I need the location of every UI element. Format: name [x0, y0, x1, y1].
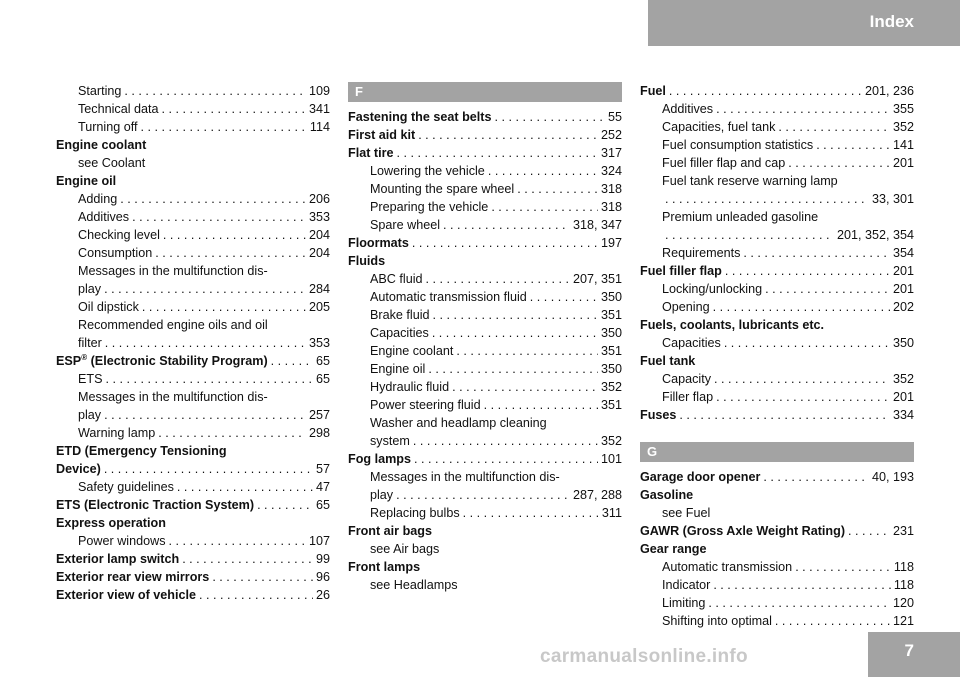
- index-entry: [56, 370, 330, 388]
- page-reference: 318: [600, 200, 622, 214]
- leader-dots: [443, 216, 570, 234]
- page-reference: 99: [315, 552, 330, 566]
- entry-label: Floormats: [348, 236, 409, 250]
- leader-dots: [665, 226, 834, 244]
- leader-dots: [463, 504, 599, 522]
- leader-dots: [212, 568, 313, 586]
- leader-dots: [132, 208, 306, 226]
- index-entry-main: [640, 468, 914, 486]
- leader-dots: [456, 342, 598, 360]
- page-reference: 120: [892, 596, 914, 610]
- entry-label: Fastening the seat belts: [348, 110, 492, 124]
- page-reference: 355: [892, 102, 914, 116]
- leader-dots: [775, 612, 890, 630]
- index-entry: [348, 360, 622, 378]
- index-entry: [640, 244, 914, 262]
- index-reference: see Air bags: [370, 542, 440, 556]
- page-reference: 334: [892, 408, 914, 422]
- entry-label: Preparing the vehicle: [370, 200, 489, 214]
- index-entry: [56, 280, 330, 298]
- page-reference: 350: [892, 336, 914, 350]
- index-entry: [348, 270, 622, 288]
- index-entry-main: [348, 126, 622, 144]
- page-reference: 101: [600, 452, 622, 466]
- page-title: Index: [869, 12, 914, 31]
- page-reference: 207, 351: [572, 272, 622, 286]
- page-reference: 341: [308, 102, 330, 116]
- page-reference: 284: [308, 282, 330, 296]
- page-reference: 201: [892, 390, 914, 404]
- index-column-3: [640, 82, 914, 630]
- entry-label: system: [370, 434, 410, 448]
- page-reference: 33, 301: [871, 192, 914, 206]
- page-reference: 114: [309, 120, 330, 134]
- index-entry: [56, 118, 330, 136]
- index-entry: [640, 334, 914, 352]
- spacer: [640, 424, 914, 442]
- index-entry: [56, 100, 330, 118]
- entry-label: Exterior lamp switch: [56, 552, 180, 566]
- index-entry: [348, 504, 622, 522]
- index-entry: [56, 244, 330, 262]
- entry-label: GAWR (Gross Axle Weight Rating): [640, 524, 846, 538]
- index-entry: [348, 180, 622, 198]
- entry-label-part: (Electronic Stability Program): [87, 354, 268, 368]
- page-reference: 298: [308, 426, 330, 440]
- index-entry: [56, 82, 330, 100]
- page-reference: 204: [308, 246, 330, 260]
- index-entry: [56, 424, 330, 442]
- page-reference: 201: [892, 156, 914, 170]
- page-reference: 204: [308, 228, 330, 242]
- entry-label: Fuel filler flap: [640, 264, 722, 278]
- index-entry: [56, 334, 330, 352]
- index-heading: Express operation: [56, 516, 166, 530]
- index-entry: [348, 306, 622, 324]
- page-reference: 109: [308, 84, 330, 98]
- page-reference: 287, 288: [572, 488, 622, 502]
- index-entry: [56, 478, 330, 496]
- page-reference: 353: [308, 336, 330, 350]
- page-reference: 65: [315, 498, 330, 512]
- page-reference: 118: [893, 578, 914, 592]
- leader-dots: [414, 450, 598, 468]
- page-reference: 351: [600, 344, 622, 358]
- page-reference: 96: [315, 570, 330, 584]
- page-reference: 40, 193: [871, 470, 914, 484]
- registered-mark: ®: [81, 352, 88, 362]
- leader-dots: [428, 360, 598, 378]
- leader-dots: [106, 370, 313, 388]
- page-reference: 206: [308, 192, 330, 206]
- index-entry-main: [640, 522, 914, 540]
- leader-dots: [426, 270, 570, 288]
- leader-dots: [433, 306, 598, 324]
- leader-dots: [708, 594, 890, 612]
- index-entry: [348, 216, 622, 234]
- page-reference: 324: [600, 164, 622, 178]
- leader-dots: [142, 298, 306, 316]
- leader-dots: [713, 298, 890, 316]
- leader-dots: [848, 522, 890, 540]
- entry-label: Filler flap: [662, 390, 714, 404]
- leader-dots: [765, 280, 890, 298]
- leader-dots: [163, 226, 306, 244]
- leader-dots: [162, 100, 306, 118]
- index-entry-main: [56, 550, 330, 568]
- index-reference: Fuel tank reserve warning lamp: [662, 174, 838, 188]
- index-heading: Engine coolant: [56, 138, 147, 152]
- page-reference: 55: [607, 110, 622, 124]
- leader-dots: [412, 234, 598, 252]
- leader-dots: [182, 550, 313, 568]
- leader-dots: [169, 532, 306, 550]
- entry-label: Engine coolant: [370, 344, 454, 358]
- leader-dots: [788, 154, 890, 172]
- index-entry: [640, 576, 914, 594]
- leader-dots: [665, 190, 869, 208]
- index-entry-main: [348, 234, 622, 252]
- index-entry: [640, 154, 914, 172]
- index-entry-main: [56, 460, 330, 478]
- entry-label: Oil dipstick: [78, 300, 139, 314]
- index-heading: ETD (Emergency Tensioning: [56, 444, 227, 458]
- entry-label: Hydraulic fluid: [370, 380, 450, 394]
- leader-dots: [432, 324, 598, 342]
- index-entry: [640, 226, 914, 244]
- page-reference: 257: [308, 408, 330, 422]
- index-entry-main: [640, 406, 914, 424]
- index-entry-main: [348, 450, 622, 468]
- page-reference: 351: [600, 398, 622, 412]
- leader-dots: [104, 460, 313, 478]
- leader-dots: [488, 162, 598, 180]
- page-reference: 47: [315, 480, 330, 494]
- page-reference: 318, 347: [572, 218, 622, 232]
- entry-label: Capacity: [662, 372, 711, 386]
- leader-dots: [155, 244, 306, 262]
- entry-label: Checking level: [78, 228, 160, 242]
- index-entry: [56, 190, 330, 208]
- page-reference: 65: [315, 354, 330, 368]
- index-reference: see Headlamps: [370, 578, 458, 592]
- index-entry: [56, 208, 330, 226]
- section-header: F: [348, 82, 622, 102]
- entry-label: Limiting: [662, 596, 706, 610]
- page-reference: 353: [308, 210, 330, 224]
- entry-label: Opening: [662, 300, 710, 314]
- leader-dots: [713, 576, 891, 594]
- leader-dots: [491, 198, 598, 216]
- index-column-2: [348, 82, 622, 594]
- index-entry-main: [56, 496, 330, 514]
- index-entry: [348, 342, 622, 360]
- leader-dots: [413, 432, 598, 450]
- page-reference: 352: [600, 434, 622, 448]
- leader-dots: [120, 190, 306, 208]
- entry-label: Fuel consumption statistics: [662, 138, 814, 152]
- entry-label: Technical data: [78, 102, 159, 116]
- index-entry-main: [640, 262, 914, 280]
- leader-dots: [396, 486, 570, 504]
- page-reference: 350: [600, 290, 622, 304]
- index-heading: Engine oil: [56, 174, 117, 188]
- index-entry-main: [348, 108, 622, 126]
- index-entry: [348, 198, 622, 216]
- index-entry: [348, 378, 622, 396]
- entry-label: Fuel filler flap and cap: [662, 156, 786, 170]
- entry-label: Mounting the spare wheel: [370, 182, 515, 196]
- entry-label: Power steering fluid: [370, 398, 481, 412]
- leader-dots: [484, 396, 598, 414]
- page-reference: 197: [600, 236, 622, 250]
- entry-label: ETS (Electronic Traction System): [56, 498, 255, 512]
- entry-label: Locking/unlocking: [662, 282, 763, 296]
- page-reference: 141: [892, 138, 914, 152]
- section-header: G: [640, 442, 914, 462]
- leader-dots: [257, 496, 313, 514]
- entry-label: Replacing bulbs: [370, 506, 460, 520]
- entry-label: Adding: [78, 192, 118, 206]
- page-reference: 252: [600, 128, 622, 142]
- entry-label: Exterior rear view mirrors: [56, 570, 210, 584]
- index-entry: [640, 388, 914, 406]
- entry-label: Fuses: [640, 408, 677, 422]
- entry-label: Engine oil: [370, 362, 426, 376]
- page-number: 7: [904, 641, 914, 660]
- index-entry-main: [56, 568, 330, 586]
- entry-label: Turning off: [78, 120, 138, 134]
- page-reference: 57: [315, 462, 330, 476]
- leader-dots: [397, 144, 598, 162]
- entry-label: filter: [78, 336, 102, 350]
- index-entry: [348, 324, 622, 342]
- entry-label: Brake fluid: [370, 308, 430, 322]
- leader-dots: [158, 424, 306, 442]
- page-reference: 107: [308, 534, 330, 548]
- entry-label: Shifting into optimal: [662, 614, 772, 628]
- entry-label: ETS: [78, 372, 103, 386]
- entry-label: Automatic transmission: [662, 560, 793, 574]
- leader-dots: [795, 558, 891, 576]
- index-entry: [348, 396, 622, 414]
- index-heading: Fuels, coolants, lubricants etc.: [640, 318, 825, 332]
- page-reference: 202: [892, 300, 914, 314]
- index-entry: [640, 190, 914, 208]
- entry-label: Capacities: [370, 326, 429, 340]
- entry-label: ABC fluid: [370, 272, 423, 286]
- page-number-tab: [868, 632, 960, 677]
- entry-label: play: [78, 282, 102, 296]
- page-reference: 118: [893, 560, 914, 574]
- leader-dots: [105, 334, 306, 352]
- leader-dots: [816, 136, 890, 154]
- index-entry: [56, 298, 330, 316]
- entry-label: Automatic transmission fluid: [370, 290, 527, 304]
- page-reference: 121: [892, 614, 914, 628]
- leader-dots: [199, 586, 313, 604]
- index-entry: [640, 100, 914, 118]
- index-reference: Recommended engine oils and oil: [78, 318, 268, 332]
- index-reference: Messages in the multifunction dis-: [78, 390, 268, 404]
- entry-label: Indicator: [662, 578, 711, 592]
- index-reference: Washer and headlamp cleaning: [370, 416, 547, 430]
- page-reference: 352: [892, 372, 914, 386]
- index-entry: [640, 594, 914, 612]
- index-entry: [640, 118, 914, 136]
- leader-dots: [494, 108, 605, 126]
- index-reference: Messages in the multifunction dis-: [78, 264, 268, 278]
- index-entry-main: [56, 352, 330, 370]
- leader-dots: [716, 100, 890, 118]
- entry-label: Flat tire: [348, 146, 394, 160]
- entry-label: Fog lamps: [348, 452, 411, 466]
- leader-dots: [724, 334, 890, 352]
- entry-label: [56, 352, 268, 370]
- page-reference: 65: [315, 372, 330, 386]
- index-entry: [56, 406, 330, 424]
- leader-dots: [725, 262, 890, 280]
- entry-label: Capacities: [662, 336, 721, 350]
- page-reference: 318: [600, 182, 622, 196]
- entry-label: Safety guidelines: [78, 480, 174, 494]
- entry-label: Warning lamp: [78, 426, 156, 440]
- leader-dots: [679, 406, 890, 424]
- leader-dots: [743, 244, 890, 262]
- leader-dots: [716, 388, 890, 406]
- leader-dots: [452, 378, 598, 396]
- page-reference: 317: [600, 146, 622, 160]
- index-entry: [348, 288, 622, 306]
- page-reference: 351: [600, 308, 622, 322]
- entry-label: play: [78, 408, 102, 422]
- index-entry-main: [348, 144, 622, 162]
- index-entry: [640, 612, 914, 630]
- header-tab: [648, 0, 960, 46]
- entry-label: First aid kit: [348, 128, 416, 142]
- leader-dots: [763, 468, 869, 486]
- leader-dots: [271, 352, 313, 370]
- page-reference: 201: [892, 282, 914, 296]
- index-entry: [56, 532, 330, 550]
- page-reference: 350: [600, 362, 622, 376]
- page-reference: 201: [892, 264, 914, 278]
- index-entry: [640, 136, 914, 154]
- index-entry: [348, 162, 622, 180]
- entry-label: Device): [56, 462, 101, 476]
- leader-dots: [669, 82, 862, 100]
- page-reference: 354: [892, 246, 914, 260]
- entry-label: Fuel: [640, 84, 666, 98]
- entry-label: Requirements: [662, 246, 741, 260]
- entry-label: Additives: [78, 210, 130, 224]
- index-entry: [348, 486, 622, 504]
- index-entry: [640, 280, 914, 298]
- leader-dots: [714, 370, 890, 388]
- entry-label: Garage door opener: [640, 470, 761, 484]
- page-reference: 231: [892, 524, 914, 538]
- entry-label-part: ESP: [56, 354, 82, 368]
- entry-label: Starting: [78, 84, 122, 98]
- leader-dots: [778, 118, 890, 136]
- entry-label: Exterior view of vehicle: [56, 588, 196, 602]
- leader-dots: [530, 288, 598, 306]
- entry-label: Consumption: [78, 246, 153, 260]
- index-heading: Front air bags: [348, 524, 432, 538]
- entry-label: Additives: [662, 102, 714, 116]
- index-heading: Gear range: [640, 542, 707, 556]
- leader-dots: [177, 478, 313, 496]
- watermark: carmanualsonline.info: [540, 646, 748, 667]
- index-entry-main: [640, 82, 914, 100]
- leader-dots: [104, 406, 306, 424]
- index-heading: Gasoline: [640, 488, 694, 502]
- entry-label: play: [370, 488, 394, 502]
- entry-label: Power windows: [78, 534, 166, 548]
- page-reference: 201, 236: [864, 84, 914, 98]
- index-column-1: [56, 82, 330, 604]
- leader-dots: [124, 82, 306, 100]
- page-reference: 352: [600, 380, 622, 394]
- index-heading: Fluids: [348, 254, 386, 268]
- index-entry: [640, 370, 914, 388]
- leader-dots: [517, 180, 598, 198]
- index-reference: Messages in the multifunction dis-: [370, 470, 560, 484]
- index-entry-main: [56, 586, 330, 604]
- index-entry: [640, 558, 914, 576]
- entry-label: Lowering the vehicle: [370, 164, 485, 178]
- index-entry: [640, 298, 914, 316]
- page-reference: 352: [892, 120, 914, 134]
- page-reference: 201, 352, 354: [836, 228, 914, 242]
- page-reference: 26: [315, 588, 330, 602]
- leader-dots: [104, 280, 306, 298]
- index-reference: Premium unleaded gasoline: [662, 210, 819, 224]
- leader-dots: [141, 118, 307, 136]
- entry-label: Spare wheel: [370, 218, 441, 232]
- entry-label: Capacities, fuel tank: [662, 120, 776, 134]
- index-reference: see Coolant: [78, 156, 146, 170]
- index-reference: see Fuel: [662, 506, 711, 520]
- page-reference: 311: [601, 506, 622, 520]
- leader-dots: [418, 126, 598, 144]
- index-heading: Front lamps: [348, 560, 421, 574]
- index-entry: [56, 226, 330, 244]
- index-heading: Fuel tank: [640, 354, 696, 368]
- page-reference: 350: [600, 326, 622, 340]
- index-entry: [348, 432, 622, 450]
- page-reference: 205: [308, 300, 330, 314]
